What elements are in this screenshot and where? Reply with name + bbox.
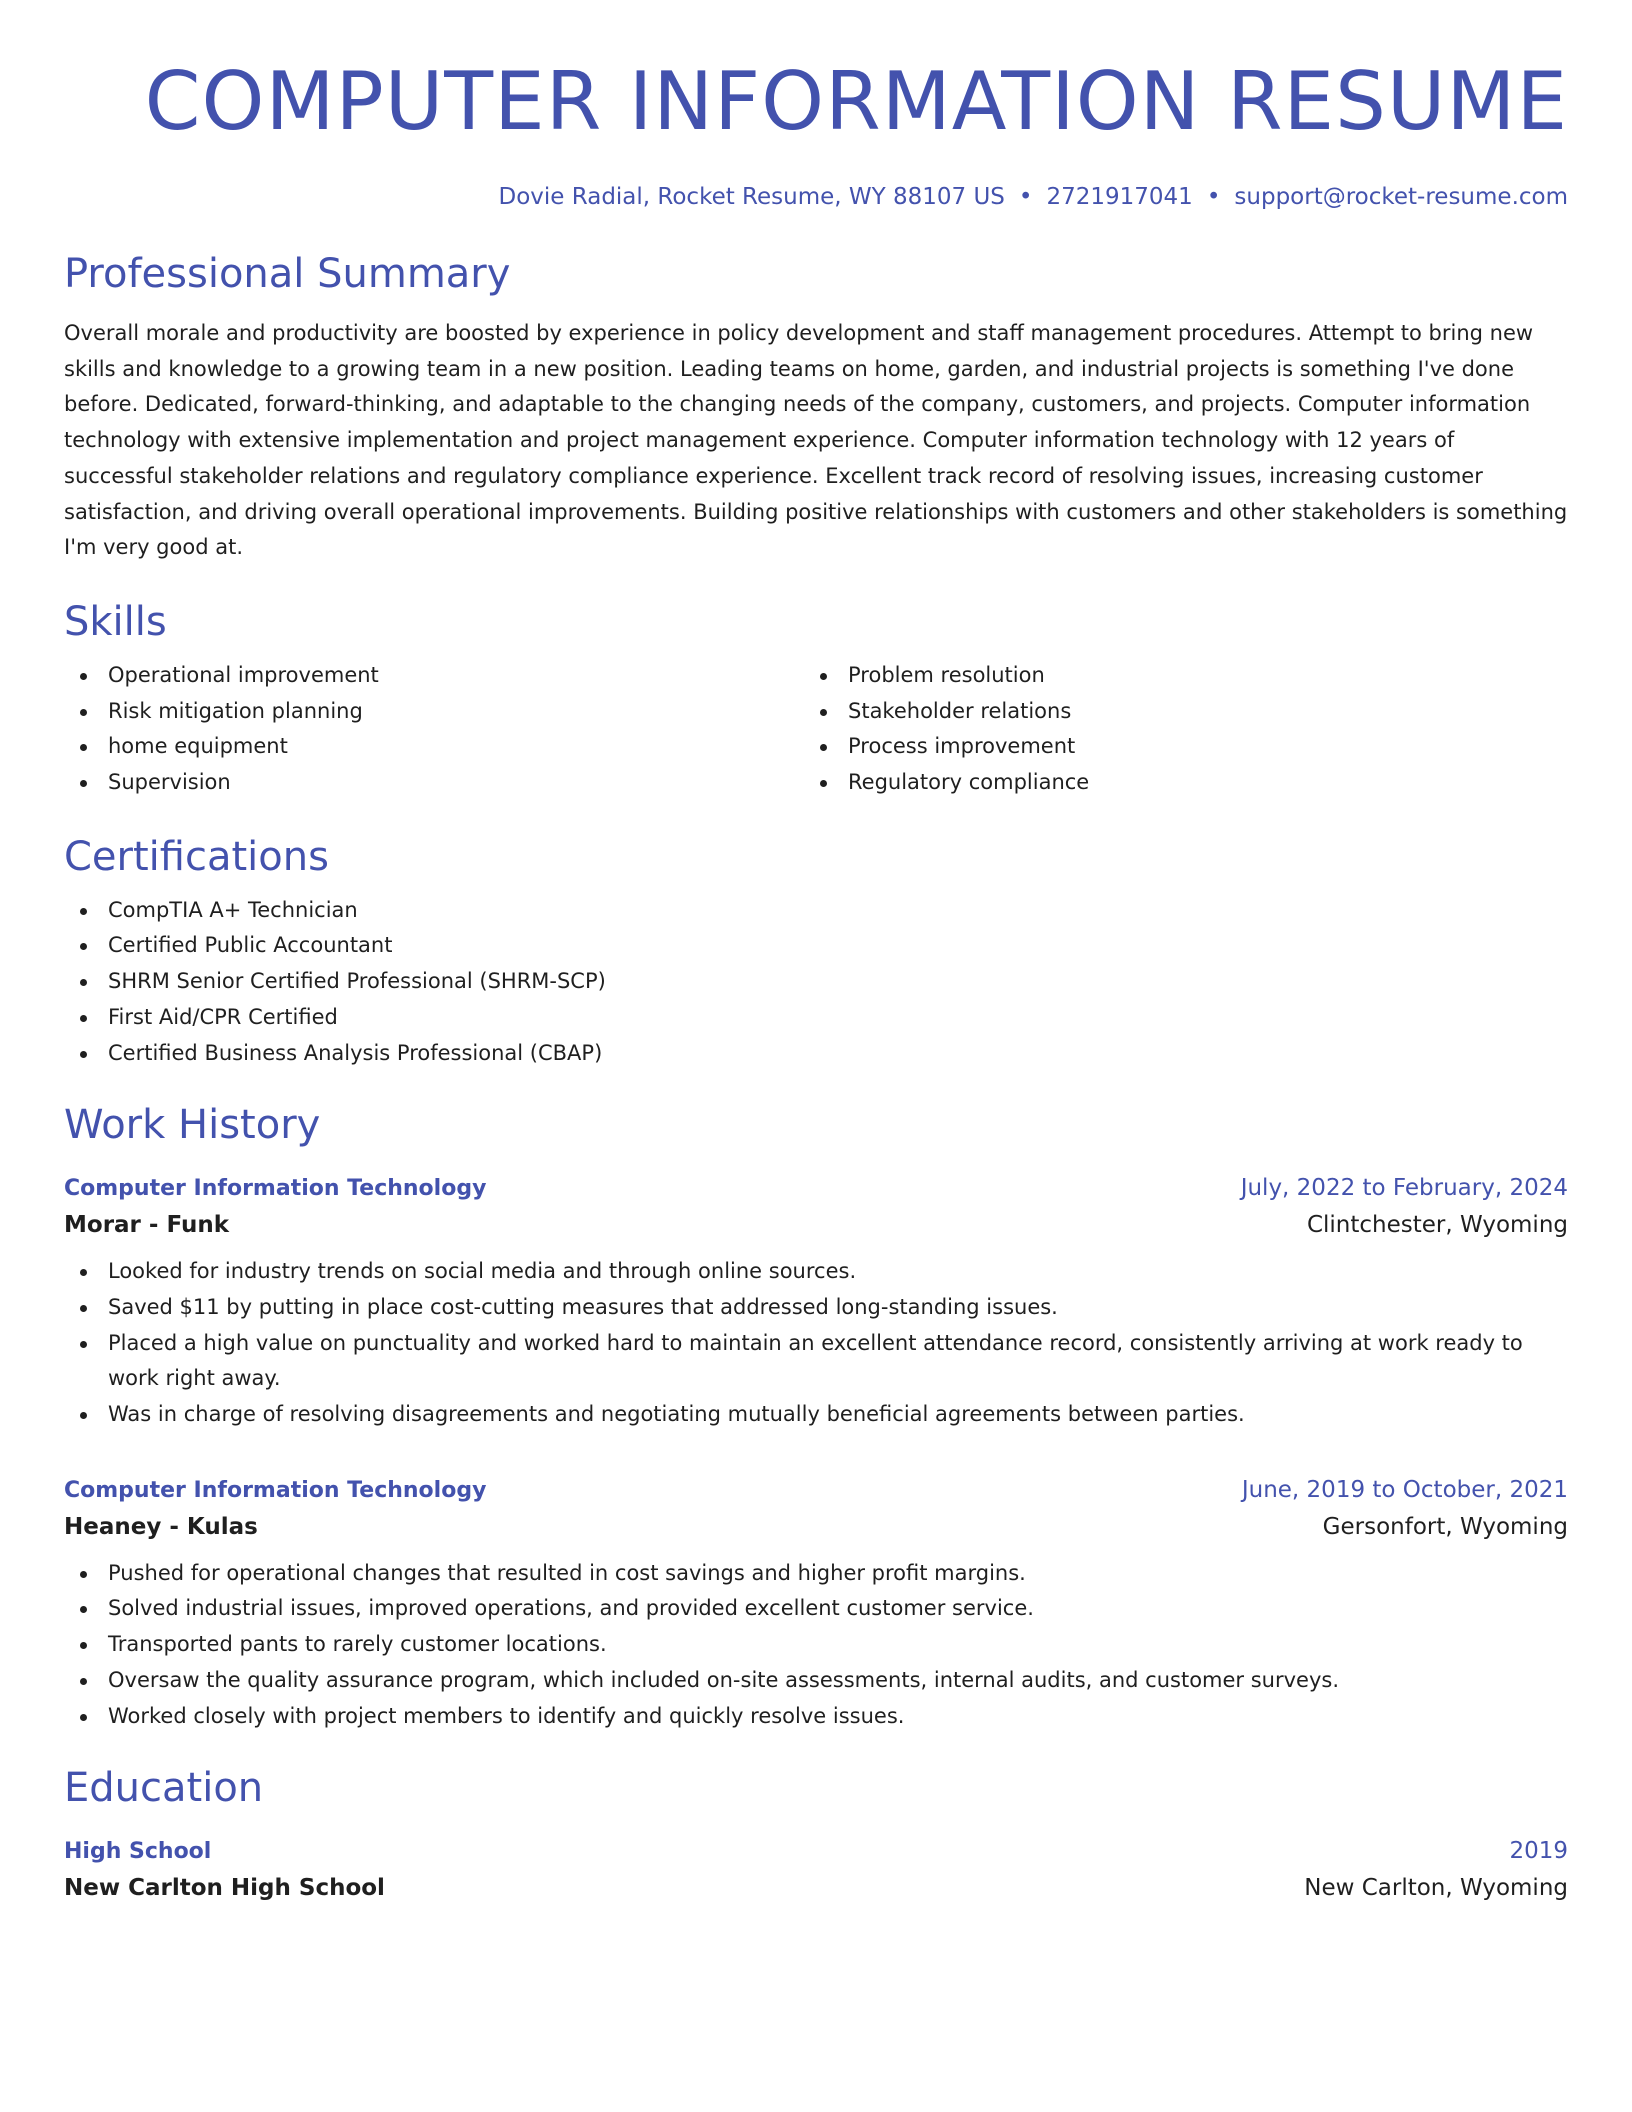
- certifications-list: [64, 893, 1568, 1072]
- contact-address: Dovie Radial, Rocket Resume, WY 88107 US: [498, 184, 1005, 210]
- job-role: Computer Information Technology: [64, 1176, 487, 1202]
- skill-item: Process improvement: [804, 729, 1544, 765]
- contact-separator: •: [1018, 184, 1033, 210]
- contact-phone: 2721917041: [1046, 184, 1193, 210]
- job-header-row: [64, 1171, 1568, 1206]
- skill-item: Operational improvement: [64, 658, 804, 694]
- contact-separator: •: [1206, 184, 1221, 210]
- job-company-row: [64, 1206, 1568, 1244]
- certification-item: SHRM Senior Certified Professional (SHRM-SCP): [64, 964, 1568, 1000]
- education-entry: [64, 1834, 1568, 1907]
- certification-item: CompTIA A+ Technician: [64, 893, 1568, 929]
- contact-email: support@rocket-resume.com: [1234, 184, 1568, 210]
- job-bullet: Solved industrial issues, improved operations, and provided excellent customer service.: [64, 1591, 1568, 1627]
- education-header-row: [64, 1834, 1568, 1869]
- education-location: New Carlton, Wyoming: [1304, 1875, 1568, 1902]
- job-company: Heaney - Kulas: [64, 1513, 258, 1540]
- job-bullet: Placed a high value on punctuality and worked hard to maintain an excellent attendance record, consistently arriving at work ready to work right away.: [64, 1326, 1568, 1397]
- skills-heading: Skills: [64, 598, 167, 645]
- job-location: Clintchester, Wyoming: [1306, 1212, 1568, 1239]
- job-header-row: [64, 1473, 1568, 1508]
- skill-item: Problem resolution: [804, 658, 1544, 694]
- job-bullets: [64, 1254, 1568, 1433]
- skills-columns: [64, 658, 1568, 801]
- summary-text: Overall morale and productivity are boosted by experience in policy development and staff management procedures. Attempt to bring new skills and knowledge to a growing team in a new position. Leading teams on home, garden, and industrial projects is something I've done before. Dedicated, forward-thinking, and adaptable to the changing needs of the company, customers, and projects. Computer information technology with extensive implementation and project management experience. Computer information technology with 12 years of successful stakeholder relations and regulatory compliance experience. Excellent track record of resolving issues, increasing customer satisfaction, and driving overall operational improvements. Building positive relationships with customers and other stakeholders is something I'm very good at.: [64, 321, 1568, 560]
- certification-item: First Aid/CPR Certified: [64, 1000, 1568, 1036]
- skill-item: Regulatory compliance: [804, 765, 1544, 801]
- certifications-heading: Certifications: [64, 833, 329, 880]
- job-bullet: Looked for industry trends on social media and through online sources.: [64, 1254, 1568, 1290]
- certification-item: Certified Business Analysis Professional (CBAP): [64, 1036, 1568, 1072]
- skills-right-list: [804, 658, 1544, 801]
- job-bullets: [64, 1556, 1568, 1735]
- skill-item: Stakeholder relations: [804, 694, 1544, 730]
- resume-title: COMPUTER INFORMATION RESUME: [144, 55, 1568, 148]
- job-location: Gersonfort, Wyoming: [1322, 1513, 1568, 1540]
- job-bullet: Oversaw the quality assurance program, which included on-site assessments, internal audits, and customer surveys.: [64, 1663, 1568, 1699]
- job-bullet: Pushed for operational changes that resulted in cost savings and higher profit margins.: [64, 1556, 1568, 1592]
- skill-item: Risk mitigation planning: [64, 694, 804, 730]
- certification-item: Certified Public Accountant: [64, 928, 1568, 964]
- job-dates: July, 2022 to February, 2024: [1240, 1175, 1568, 1202]
- skill-item: home equipment: [64, 729, 804, 765]
- job-bullet: Was in charge of resolving disagreements and negotiating mutually beneficial agreements between parties.: [64, 1397, 1568, 1433]
- education-year: 2019: [1509, 1838, 1568, 1865]
- skills-left-list: [64, 658, 804, 801]
- work-history-heading: Work History: [64, 1102, 321, 1149]
- education-heading: Education: [64, 1765, 264, 1812]
- education-school: New Carlton High School: [64, 1875, 385, 1902]
- job-bullet: Worked closely with project members to identify and quickly resolve issues.: [64, 1699, 1568, 1735]
- job-bullet: Transported pants to rarely customer locations.: [64, 1627, 1568, 1663]
- job-entry: [64, 1473, 1568, 1735]
- job-entry: [64, 1171, 1568, 1433]
- job-bullet: Saved $11 by putting in place cost-cutting measures that addressed long-standing issues.: [64, 1290, 1568, 1326]
- summary-heading: Professional Summary: [64, 251, 511, 297]
- education-school-row: [64, 1869, 1568, 1907]
- job-dates: June, 2019 to October, 2021: [1241, 1476, 1568, 1503]
- contact-line: [64, 182, 1568, 212]
- skill-item: Supervision: [64, 765, 804, 801]
- job-role: Computer Information Technology: [64, 1477, 487, 1503]
- job-company-row: [64, 1508, 1568, 1546]
- education-degree: High School: [64, 1839, 212, 1865]
- job-company: Morar - Funk: [64, 1212, 230, 1239]
